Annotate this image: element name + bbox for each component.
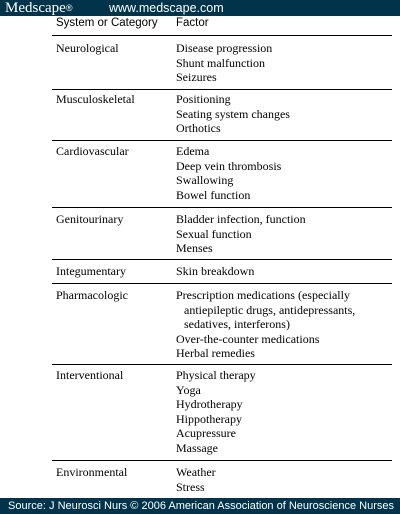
medscape-logo[interactable] (5, 0, 72, 17)
row-divider (52, 364, 392, 365)
factor-item: Physical therapy (176, 368, 256, 382)
factor-item-continuation: antiepileptic drugs, antidepressants, (184, 302, 356, 317)
factor-item: Edema (176, 144, 210, 158)
row-factors (176, 465, 386, 494)
row-factors (176, 212, 386, 256)
row-factors (176, 41, 386, 85)
medscape-header-bar (0, 0, 400, 16)
factor-item: Menses (176, 241, 213, 255)
factor-item: Bowel function (176, 187, 251, 202)
factor-item: Positioning (176, 92, 231, 106)
factor-item: Hydrotherapy (176, 397, 243, 411)
brand-name: Medscape (5, 0, 66, 16)
factor-item: Yoga (176, 382, 201, 397)
factor-item-continuation: sedatives, interferons) (184, 317, 290, 331)
factor-table (0, 16, 400, 498)
row-divider (52, 460, 392, 461)
row-divider (52, 207, 392, 208)
row-category: Cardiovascular (56, 144, 129, 158)
factor-item: Hippotherapy (176, 411, 242, 426)
factor-item: Massage (176, 440, 218, 455)
factor-item: Sexual function (176, 226, 252, 241)
site-url-link[interactable]: www.medscape.com (109, 1, 224, 15)
factor-item: Disease progression (176, 41, 273, 55)
source-citation: Source: J Neurosci Nurs © 2006 American Association of Neuroscience Nurses (8, 500, 394, 512)
factor-item: Stress (176, 479, 205, 494)
factor-item: Acupressure (176, 426, 236, 440)
row-category: Pharmacologic (56, 288, 128, 302)
row-category: Environmental (56, 465, 128, 479)
row-category: Integumentary (56, 264, 126, 278)
source-footer-bar (0, 498, 400, 514)
factor-item: Seizures (176, 70, 217, 84)
row-category: Genitourinary (56, 212, 124, 226)
row-divider (52, 259, 392, 260)
row-divider (52, 283, 392, 284)
row-category: Musculoskeletal (56, 92, 135, 106)
factor-item: Swallowing (176, 173, 234, 187)
row-divider (52, 140, 392, 141)
factor-item: Seating system changes (176, 106, 290, 121)
row-factors (176, 288, 386, 361)
row-factors (176, 264, 386, 279)
factor-item: Weather (176, 465, 216, 479)
factor-item: Deep vein thrombosis (176, 158, 282, 173)
row-factors (176, 144, 386, 202)
header-divider (52, 35, 392, 36)
factor-item: Bladder infection, function (176, 212, 306, 226)
column-header-category: System or Category (56, 17, 158, 29)
row-category: Neurological (56, 41, 119, 55)
factor-item: Orthotics (176, 121, 221, 135)
column-header-factor: Factor (176, 17, 209, 29)
factor-item: Shunt malfunction (176, 55, 265, 70)
factor-item: Skin breakdown (176, 264, 255, 278)
row-category: Interventional (56, 368, 124, 382)
factor-item: Over-the-counter medications (176, 331, 320, 346)
row-factors (176, 368, 386, 455)
factor-item: Prescription medications (especially (176, 288, 350, 302)
row-divider (52, 89, 392, 90)
row-factors (176, 92, 386, 136)
registered-mark: ® (65, 3, 73, 13)
factor-item: Herbal remedies (176, 346, 255, 360)
